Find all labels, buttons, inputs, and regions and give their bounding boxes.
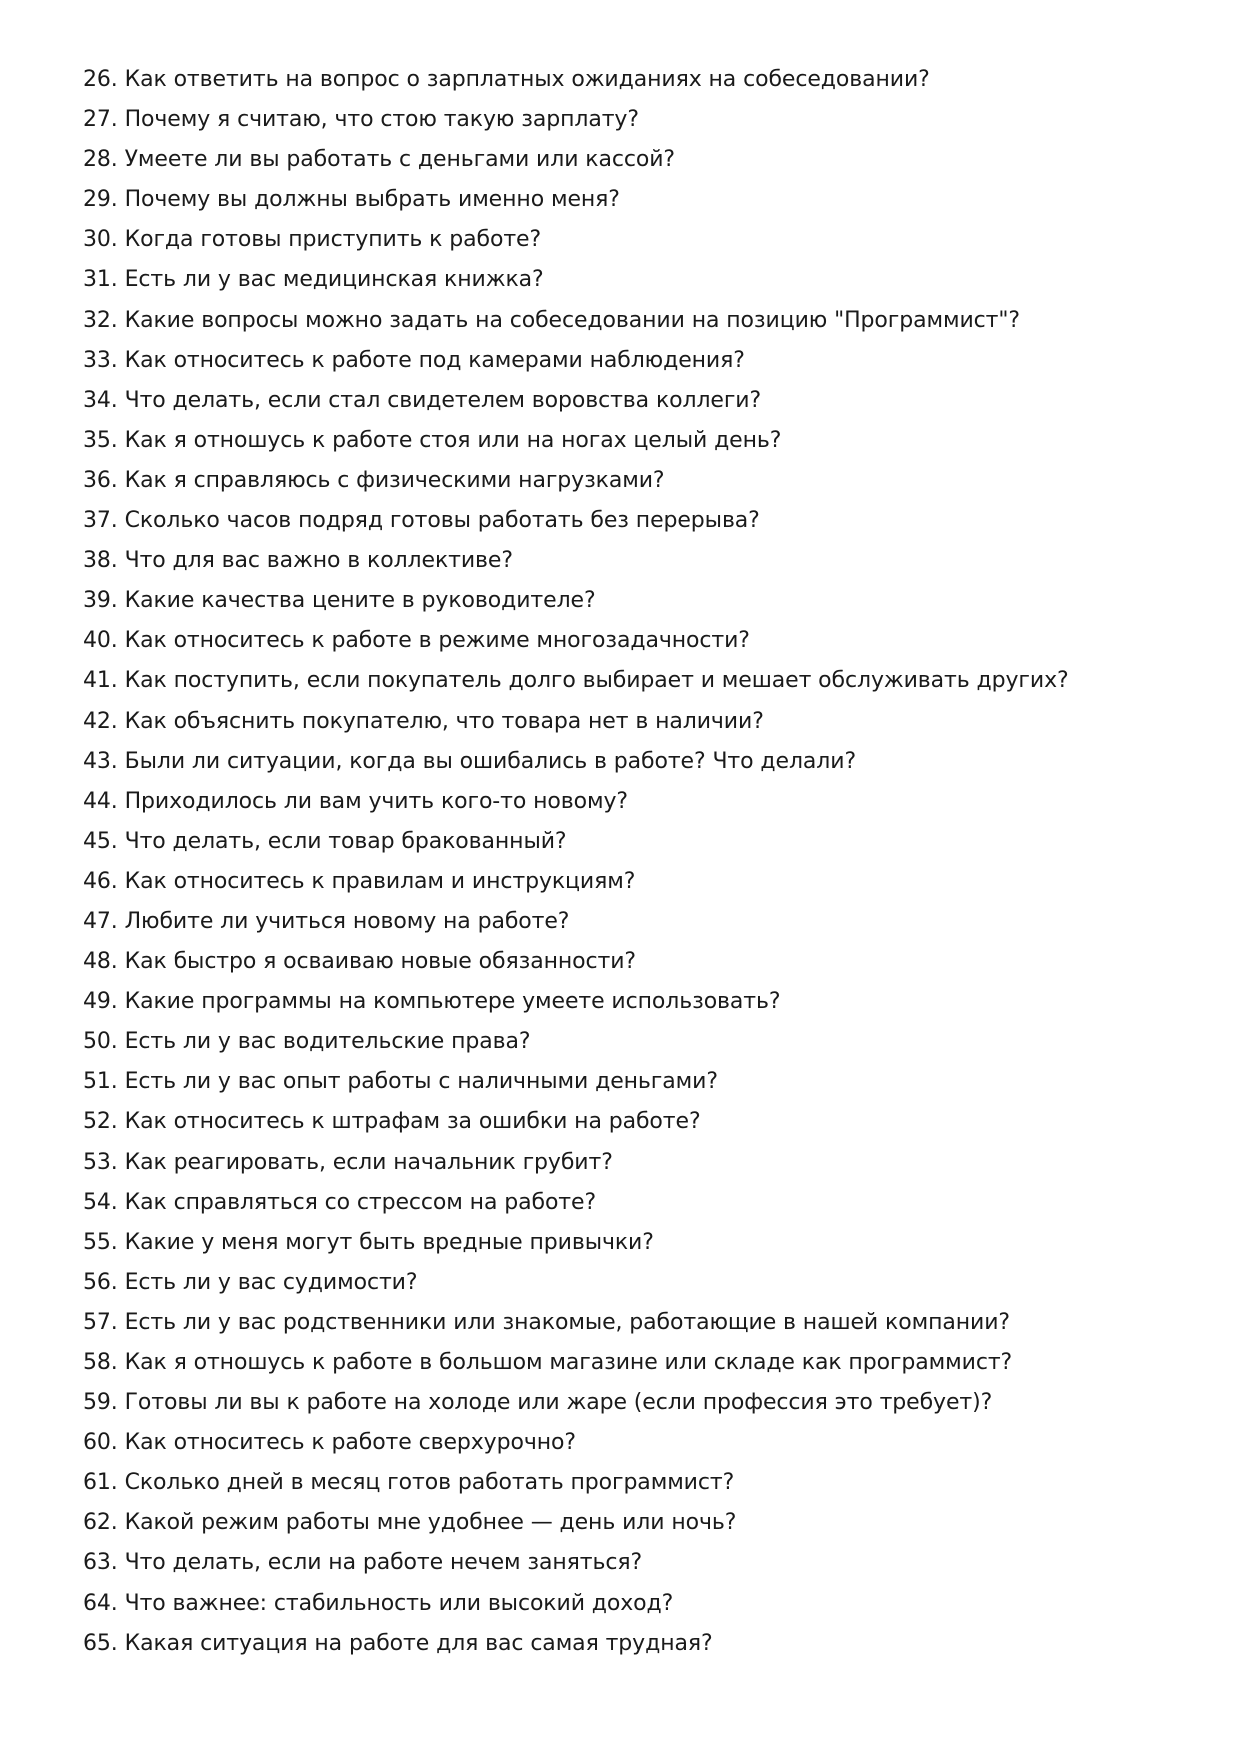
question-list	[83, 60, 1183, 1664]
question-number: 43.	[83, 748, 118, 774]
question-text: Как быстро я осваиваю новые обязанности?	[124, 949, 636, 975]
question-text: Любите ли учиться новому на работе?	[124, 908, 570, 934]
list-item	[83, 581, 1183, 621]
question-number: 31.	[83, 267, 118, 293]
question-text: Сколько дней в месяц готов работать программист?	[124, 1470, 735, 1496]
list-item	[83, 621, 1183, 661]
list-item	[83, 1584, 1183, 1624]
question-text: Какая ситуация на работе для вас самая трудная?	[124, 1630, 713, 1656]
list-item	[83, 220, 1183, 260]
list-item	[83, 782, 1183, 822]
question-number: 35.	[83, 427, 118, 453]
question-text: Как я отношусь к работе в большом магазине или складе как программист?	[124, 1350, 1013, 1375]
list-item	[83, 942, 1183, 982]
question-number: 56.	[83, 1269, 118, 1295]
list-item	[83, 260, 1183, 300]
list-item	[83, 742, 1183, 782]
question-text: Умеете ли вы работать с деньгами или кассой?	[124, 147, 675, 173]
list-item	[83, 1624, 1183, 1664]
question-number: 65.	[83, 1630, 118, 1656]
question-number: 53.	[83, 1149, 118, 1175]
list-item	[83, 100, 1183, 140]
question-text: Сколько часов подряд готовы работать без перерыва?	[124, 508, 760, 534]
list-item	[83, 1143, 1183, 1183]
question-text: Приходилось ли вам учить кого-то новому?	[124, 788, 628, 814]
question-number: 59.	[83, 1390, 118, 1416]
question-number: 45.	[83, 828, 118, 854]
question-text: Какие качества цените в руководителе?	[124, 588, 596, 614]
list-item	[83, 982, 1183, 1022]
question-number: 37.	[83, 508, 118, 534]
list-item	[83, 902, 1183, 942]
question-number: 57.	[83, 1309, 118, 1335]
question-number: 64.	[83, 1590, 118, 1616]
question-text: Готовы ли вы к работе на холоде или жаре (если профессия это требует)?	[124, 1390, 993, 1416]
list-item	[83, 1423, 1183, 1463]
list-item	[83, 541, 1183, 581]
list-item	[83, 661, 1183, 701]
list-item	[83, 1303, 1183, 1343]
question-number: 42.	[83, 708, 118, 734]
list-item	[83, 862, 1183, 902]
question-number: 51.	[83, 1069, 118, 1095]
question-number: 62.	[83, 1510, 118, 1536]
question-text: Как я отношусь к работе стоя или на ногах целый день?	[124, 427, 782, 453]
list-item	[83, 702, 1183, 742]
question-number: 33.	[83, 347, 118, 373]
question-number: 63.	[83, 1550, 118, 1576]
question-text: Что для вас важно в коллективе?	[124, 548, 513, 574]
question-text: Как справляться со стрессом на работе?	[124, 1189, 597, 1215]
question-text: Есть ли у вас родственники или знакомые, работающие в нашей компании?	[124, 1309, 1010, 1335]
question-number: 29.	[83, 187, 118, 213]
list-item	[83, 501, 1183, 541]
question-number: 38.	[83, 548, 118, 574]
list-item	[83, 461, 1183, 501]
question-text: Что важнее: стабильность или высокий доход?	[124, 1590, 674, 1616]
question-number: 50.	[83, 1029, 118, 1055]
list-item	[83, 301, 1183, 341]
question-number: 49.	[83, 989, 118, 1015]
question-number: 47.	[83, 908, 118, 934]
question-text: Какие у меня могут быть вредные привычки?	[124, 1229, 654, 1255]
question-number: 52.	[83, 1109, 118, 1135]
list-item	[83, 1062, 1183, 1102]
list-item	[83, 381, 1183, 421]
question-text: Есть ли у вас медицинская книжка?	[124, 267, 544, 293]
question-text: Почему вы должны выбрать именно меня?	[124, 187, 620, 213]
question-text: Какие программы на компьютере умеете использовать?	[124, 989, 781, 1015]
question-number: 61.	[83, 1470, 118, 1496]
question-text: Как относитесь к работе в режиме многозадачности?	[124, 628, 750, 654]
list-item	[83, 421, 1183, 461]
question-text: Как относитесь к правилам и инструкциям?	[124, 868, 636, 894]
question-number: 28.	[83, 147, 118, 173]
list-item	[83, 1102, 1183, 1142]
question-text: Как относитесь к работе сверхурочно?	[124, 1430, 576, 1456]
list-item	[83, 1543, 1183, 1583]
list-item	[83, 180, 1183, 220]
list-item	[83, 1022, 1183, 1062]
question-number: 34.	[83, 387, 118, 413]
question-number: 40.	[83, 628, 118, 654]
question-number: 36.	[83, 467, 118, 493]
question-number: 27.	[83, 107, 118, 133]
question-text: Как относитесь к штрафам за ошибки на работе?	[124, 1109, 701, 1135]
list-item	[83, 1343, 1183, 1383]
question-number: 30.	[83, 227, 118, 253]
question-number: 58.	[83, 1350, 118, 1375]
question-text: Как поступить, если покупатель долго выбирает и мешает обслуживать других?	[124, 668, 1069, 694]
list-item	[83, 1223, 1183, 1263]
question-number: 48.	[83, 949, 118, 975]
question-number: 39.	[83, 588, 118, 614]
question-text: Какой режим работы мне удобнее — день или ночь?	[124, 1510, 737, 1536]
question-text: Есть ли у вас водительские права?	[124, 1029, 531, 1055]
question-number: 26.	[83, 67, 118, 92]
question-text: Есть ли у вас опыт работы с наличными деньгами?	[124, 1069, 718, 1095]
question-text: Когда готовы приступить к работе?	[124, 227, 542, 253]
question-number: 32.	[83, 307, 118, 333]
list-item	[83, 1503, 1183, 1543]
question-text: Были ли ситуации, когда вы ошибались в работе? Что делали?	[124, 748, 857, 774]
question-text: Как я справляюсь с физическими нагрузками?	[124, 467, 665, 493]
list-item	[83, 1383, 1183, 1423]
question-text: Как объяснить покупателю, что товара нет в наличии?	[124, 708, 764, 734]
question-text: Что делать, если товар бракованный?	[124, 828, 567, 854]
question-text: Есть ли у вас судимости?	[124, 1269, 418, 1295]
question-number: 44.	[83, 788, 118, 814]
list-item	[83, 1263, 1183, 1303]
question-number: 55.	[83, 1229, 118, 1255]
question-number: 60.	[83, 1430, 118, 1456]
question-text: Что делать, если стал свидетелем воровства коллеги?	[124, 387, 762, 413]
list-item	[83, 822, 1183, 862]
question-text: Какие вопросы можно задать на собеседовании на позицию "Программист"?	[124, 307, 1020, 333]
question-number: 54.	[83, 1189, 118, 1215]
question-number: 41.	[83, 668, 118, 694]
question-text: Как ответить на вопрос о зарплатных ожиданиях на собеседовании?	[124, 67, 930, 92]
question-number: 46.	[83, 868, 118, 894]
question-text: Что делать, если на работе нечем заняться?	[124, 1550, 643, 1576]
list-item	[83, 60, 1183, 100]
question-text: Как реагировать, если начальник грубит?	[124, 1149, 613, 1175]
list-item	[83, 1463, 1183, 1503]
list-item	[83, 1183, 1183, 1223]
list-item	[83, 140, 1183, 180]
question-text: Почему я считаю, что стою такую зарплату?	[124, 107, 639, 133]
list-item	[83, 341, 1183, 381]
question-text: Как относитесь к работе под камерами наблюдения?	[124, 347, 745, 373]
